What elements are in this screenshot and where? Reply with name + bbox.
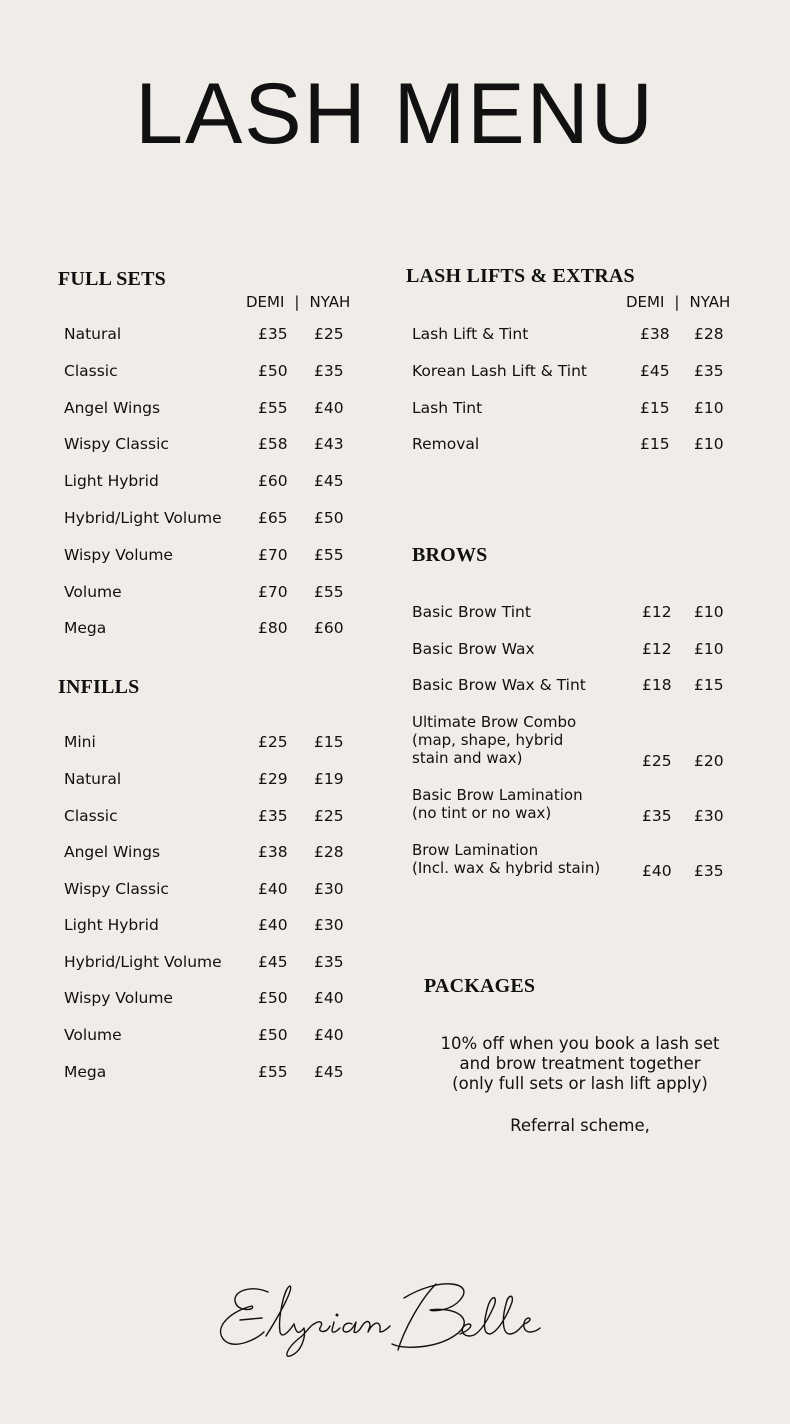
full-sets-heading: FULL SETS — [58, 268, 166, 290]
nyah-price: £45 — [314, 472, 344, 491]
nyah-price: £30 — [314, 916, 344, 934]
menu-item-name: Natural — [64, 325, 122, 343]
demi-price: £15 — [640, 398, 670, 417]
demi-price: £29 — [258, 770, 288, 788]
demi-price: £55 — [258, 398, 288, 417]
menu-item-row — [64, 733, 364, 755]
menu-item-name: Hybrid/Light Volume — [64, 953, 222, 971]
package-offer-text: 10% off when you book a lash set and brow treatment together (only full sets or lash lift apply) — [440, 1034, 720, 1093]
menu-item-name: Korean Lash Lift & Tint — [412, 361, 587, 380]
nyah-price: £20 — [694, 752, 724, 770]
demi-price: £45 — [640, 361, 670, 380]
packages-heading: PACKAGES — [424, 975, 536, 997]
demi-price: £35 — [258, 325, 288, 343]
menu-item-row — [412, 640, 742, 662]
demi-price: £60 — [258, 472, 288, 491]
nyah-price: £28 — [694, 325, 724, 343]
menu-item-row — [412, 435, 742, 457]
nyah-price: £19 — [314, 770, 344, 788]
menu-item-row — [64, 843, 364, 865]
menu-item-name: Hybrid/Light Volume — [64, 509, 222, 527]
nyah-price: £40 — [314, 1026, 344, 1044]
demi-price: £35 — [642, 807, 672, 825]
signature-text: Elysian Belle — [380, 1365, 387, 1366]
menu-item-row — [412, 841, 742, 901]
nyah-price: £35 — [314, 361, 344, 380]
menu-item-row — [412, 362, 742, 384]
menu-item-row — [64, 953, 364, 975]
menu-item-row — [64, 583, 364, 605]
menu-item-row — [64, 546, 364, 568]
nyah-price: £15 — [314, 733, 344, 751]
brows-heading: BROWS — [412, 544, 488, 566]
page-title: LASH MENU — [135, 66, 655, 162]
nyah-price: £30 — [694, 807, 724, 825]
nyah-price: £35 — [694, 862, 724, 880]
menu-item-row — [64, 989, 364, 1011]
menu-item-name: Volume — [64, 1026, 122, 1044]
menu-item-name: Lash Tint — [412, 398, 483, 417]
referral-scheme-text: Referral scheme, — [510, 1116, 650, 1135]
demi-price: £40 — [258, 916, 288, 934]
menu-item-name: Mega — [64, 619, 107, 638]
demi-price: £50 — [258, 361, 288, 380]
menu-item-name: Natural — [64, 770, 122, 788]
demi-price: £45 — [258, 953, 288, 971]
nyah-price: £60 — [314, 619, 344, 638]
menu-item-name: Mini — [64, 733, 96, 751]
menu-item-row — [64, 435, 364, 457]
lash-lifts-heading: LASH LIFTS & EXTRAS — [406, 265, 635, 287]
demi-price: £35 — [258, 807, 288, 825]
menu-item-row — [412, 325, 742, 347]
demi-price: £38 — [640, 325, 670, 343]
nyah-price: £40 — [314, 398, 344, 417]
nyah-price: £30 — [314, 880, 344, 898]
nyah-price: £28 — [314, 843, 344, 861]
menu-item-row — [64, 619, 364, 641]
nyah-price: £43 — [314, 435, 344, 454]
demi-price: £15 — [640, 435, 670, 454]
menu-item-name: Basic Brow Lamination (no tint or no wax) — [412, 786, 583, 822]
nyah-price: £40 — [314, 989, 344, 1007]
menu-item-row — [412, 713, 742, 773]
menu-item-row — [64, 325, 364, 347]
menu-item-row — [64, 770, 364, 792]
demi-price: £50 — [258, 989, 288, 1007]
menu-item-name: Classic — [64, 361, 118, 380]
menu-item-name: Basic Brow Wax — [412, 640, 535, 658]
demi-price: £65 — [258, 509, 288, 527]
menu-item-name: Lash Lift & Tint — [412, 325, 529, 343]
nyah-price: £50 — [314, 509, 344, 527]
nyah-price: £55 — [314, 582, 344, 601]
menu-item-row — [64, 880, 364, 902]
demi-price: £18 — [642, 676, 672, 694]
nyah-price: £55 — [314, 545, 344, 564]
demi-column-header: DEMI — [246, 293, 285, 311]
elysian-belle-signature-logo — [190, 1270, 570, 1366]
menu-item-name: Ultimate Brow Combo (map, shape, hybrid stain and wax) — [412, 713, 577, 767]
demi-price: £40 — [642, 862, 672, 880]
demi-price: £38 — [258, 843, 288, 861]
menu-item-row — [412, 676, 742, 698]
menu-item-row — [64, 807, 364, 829]
menu-item-name: Light Hybrid — [64, 472, 159, 491]
menu-item-row — [64, 916, 364, 938]
nyah-column-header: NYAH — [309, 293, 351, 311]
menu-item-name: Basic Brow Wax & Tint — [412, 676, 586, 694]
menu-item-row — [64, 1026, 364, 1048]
demi-price: £25 — [258, 733, 288, 751]
menu-item-row — [412, 603, 742, 625]
nyah-price: £35 — [314, 953, 344, 971]
column-separator: | — [294, 293, 300, 311]
nyah-price: £10 — [694, 603, 724, 621]
menu-item-name: Basic Brow Tint — [412, 603, 531, 621]
menu-item-row — [412, 399, 742, 421]
menu-item-name: Light Hybrid — [64, 916, 159, 934]
nyah-price: £10 — [694, 398, 724, 417]
demi-price: £70 — [258, 582, 288, 601]
demi-price: £50 — [258, 1026, 288, 1044]
menu-item-name: Wispy Classic — [64, 435, 169, 454]
menu-item-row — [64, 472, 364, 494]
nyah-price: £25 — [314, 325, 344, 343]
demi-price: £12 — [642, 603, 672, 621]
nyah-column-header: NYAH — [689, 293, 731, 311]
menu-item-name: Angel Wings — [64, 843, 161, 861]
nyah-price: £35 — [694, 361, 724, 380]
nyah-price: £25 — [314, 807, 344, 825]
demi-price: £70 — [258, 545, 288, 564]
demi-price: £12 — [642, 640, 672, 658]
column-separator: | — [674, 293, 680, 311]
demi-price: £55 — [258, 1063, 288, 1081]
menu-item-name: Wispy Classic — [64, 880, 169, 898]
demi-price: £58 — [258, 435, 288, 454]
menu-item-name: Brow Lamination (Incl. wax & hybrid stain) — [412, 841, 601, 877]
nyah-price: £45 — [314, 1063, 344, 1081]
menu-item-row — [64, 399, 364, 421]
infills-heading: INFILLS — [58, 676, 140, 698]
menu-item-name: Angel Wings — [64, 398, 161, 417]
menu-item-name: Classic — [64, 807, 118, 825]
demi-price: £25 — [642, 752, 672, 770]
full-sets-column-headers — [246, 293, 350, 311]
nyah-price: £10 — [694, 435, 724, 454]
menu-item-name: Mega — [64, 1063, 107, 1081]
menu-item-row — [64, 1063, 364, 1085]
menu-item-name: Removal — [412, 435, 480, 454]
menu-item-row — [412, 786, 742, 846]
nyah-price: £10 — [694, 640, 724, 658]
menu-item-row — [64, 362, 364, 384]
menu-item-name: Wispy Volume — [64, 989, 173, 1007]
menu-item-name: Wispy Volume — [64, 545, 173, 564]
menu-item-row — [64, 509, 364, 531]
lash-lifts-column-headers — [626, 293, 730, 311]
demi-price: £40 — [258, 880, 288, 898]
demi-column-header: DEMI — [626, 293, 665, 311]
menu-item-name: Volume — [64, 582, 122, 601]
demi-price: £80 — [258, 619, 288, 638]
nyah-price: £15 — [694, 676, 724, 694]
